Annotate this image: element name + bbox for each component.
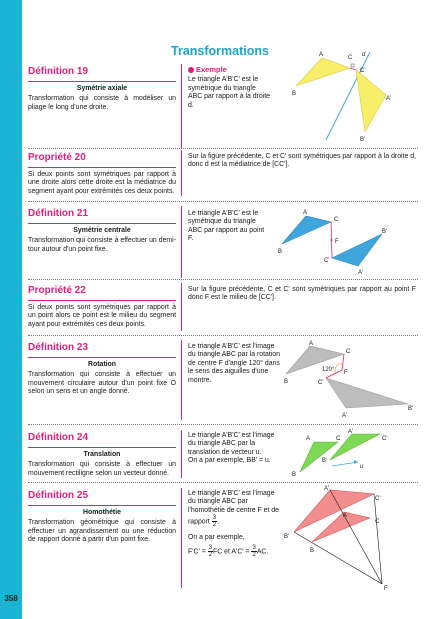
- label-d: d: [362, 52, 366, 58]
- example-21-text: Le triangle A'B'C' est le symétrique du triangle ABC par rapport au point F.: [188, 210, 265, 243]
- label-c: C: [346, 349, 351, 355]
- example-23-text: Le triangle A'B'C' est l'image du triangle ABC par la rotation de centre F d'angle 120° dans le sens des aiguilles d'une montre.: [188, 343, 280, 384]
- label-c: C: [348, 55, 353, 61]
- label-a-prime: A': [342, 413, 348, 419]
- property-22: [28, 285, 176, 329]
- example-25-sentence: Le triangle A'B'C' est l'image du triangle ABC par l'homothétie de centre F et de rapport: [188, 490, 279, 526]
- label-c-prime: C': [318, 380, 324, 386]
- label-a-prime: A': [358, 270, 364, 276]
- example-label: Exemple: [196, 65, 227, 74]
- property-20-example: Sur la figure précédente, C et C' sont symétriques par rapport à la droite d, donc d est la médiatrice de [CC'].: [188, 153, 416, 169]
- heading-rule: [28, 447, 176, 448]
- divider-line: [181, 430, 182, 478]
- fraction-numerator: 3: [252, 544, 256, 551]
- label-b-prime: B': [382, 229, 388, 235]
- divider-line: [181, 340, 182, 420]
- definition-24: [28, 432, 176, 478]
- divider-line: [181, 206, 182, 278]
- label-a: A: [343, 513, 348, 519]
- label-c-prime: C': [375, 496, 381, 502]
- divider-line: [181, 488, 182, 588]
- label-f: F: [344, 370, 348, 376]
- example-25: [188, 490, 282, 558]
- ratio-numerator: 3: [212, 515, 217, 522]
- definition-24-text: Transformation qui consiste à effectuer un mouvement rectiligne selon un vecteur donné.: [28, 461, 176, 477]
- fraction-denominator: 2: [252, 551, 256, 558]
- definition-24-heading: Définition 24: [28, 432, 89, 443]
- heading-rule: [28, 357, 176, 358]
- label-f: F: [384, 586, 388, 592]
- label-c-prime: C': [382, 436, 388, 442]
- example-19: [188, 66, 270, 110]
- property-22-example: Sur la figure précédente, C et C' sont symétriques par rapport au point F donc F est le milieu de [CC'].: [188, 286, 416, 302]
- figure-rotation: [282, 340, 422, 420]
- property-20-text: Si deux points sont symétriques par rapport à une droite alors cette droite est la médiatrice du segment ayant pour extrémités ces deux points.: [28, 171, 176, 195]
- label-a: A: [306, 436, 311, 442]
- label-c: C: [336, 436, 341, 442]
- page-title: Transformations: [171, 44, 269, 58]
- equation-right: AC.: [256, 547, 269, 555]
- definition-21-text: Transformation qui consiste à effectuer un demi-tour autour d'un point fixe.: [28, 237, 176, 253]
- label-a-prime: A': [348, 429, 354, 435]
- heading-rule: [28, 167, 176, 168]
- figure-translation: [292, 428, 422, 478]
- label-b-prime: B': [408, 406, 414, 412]
- page-number: 358: [4, 594, 18, 603]
- label-f: F: [335, 239, 339, 245]
- definition-19-text: Transformation qui consiste à modéliser un pliage le long d'une droite.: [28, 95, 176, 111]
- label-c: C: [375, 519, 380, 525]
- heading-rule: [28, 505, 176, 506]
- label-b: B: [310, 548, 315, 554]
- example-19-text: Le triangle A'B'C' est le symétrique du triangle ABC par rapport à la droite d.: [188, 76, 270, 109]
- ratio-denominator: 2: [212, 522, 217, 529]
- definition-23-heading: Définition 23: [28, 342, 89, 353]
- vector-arrowhead: [354, 460, 358, 464]
- example-25-intro: On a par exemple,: [188, 534, 245, 542]
- definition-19: [28, 66, 176, 112]
- divider-line: [181, 64, 182, 148]
- heading-rule: [28, 81, 176, 82]
- label-c-prime: C': [324, 258, 330, 264]
- section-separator: [28, 335, 418, 336]
- triangle-abc-image: [326, 378, 408, 408]
- figure-central-symmetry: [276, 206, 416, 276]
- property-22-text: Si deux points sont symétriques par rapport à un point alors ce point est le milieu du segment ayant pour extrémités ces deux points.: [28, 304, 176, 328]
- divider-line: [181, 150, 182, 196]
- label-u: u: [360, 464, 364, 470]
- point-f: [331, 239, 333, 241]
- section-separator: [28, 148, 418, 149]
- segment-cc: [350, 68, 356, 70]
- label-c: C: [334, 217, 339, 223]
- label-angle: 120°: [322, 367, 335, 373]
- example-24-equation: On a par exemple, BB' = u.: [188, 457, 271, 465]
- definition-21-heading: Définition 21: [28, 208, 89, 219]
- label-a-prime: A': [324, 486, 330, 492]
- definition-23: [28, 342, 176, 397]
- right-angle-mark: [351, 64, 354, 67]
- definition-25-heading: Définition 25: [28, 490, 89, 501]
- label-a: A: [319, 52, 324, 58]
- definition-25-text: Transformation géométrique qui consiste à effectuer un agrandissement ou une réduction de rapport donné à partir d'un point fixe.: [28, 519, 176, 544]
- bullet-icon: [188, 67, 194, 73]
- label-b-prime: B': [322, 458, 328, 464]
- label-b-prime: B': [360, 137, 366, 143]
- section-separator: [28, 482, 418, 483]
- triangle-abc-image: [332, 234, 382, 266]
- label-b: B: [292, 472, 297, 478]
- definition-21-subtitle: Symétrie centrale: [73, 227, 131, 234]
- example-25-equation: [188, 545, 282, 558]
- definition-21: [28, 208, 176, 254]
- example-heading: [188, 66, 270, 74]
- ray-fa: [330, 490, 382, 584]
- figure-homothety: [284, 484, 420, 592]
- equation-middle: FC et A'C' =: [213, 547, 250, 555]
- label-a: A: [309, 341, 314, 347]
- triangle-abc: [282, 216, 331, 244]
- heading-rule: [28, 300, 176, 301]
- section-separator: [28, 424, 418, 425]
- fraction-denominator: 2: [208, 551, 213, 558]
- definition-19-subtitle: Symétrie axiale: [76, 85, 128, 92]
- equation-left: F'C' =: [188, 547, 206, 555]
- label-b: B: [278, 249, 283, 255]
- definition-25: [28, 490, 176, 545]
- property-20-heading: Propriété 20: [28, 152, 86, 163]
- side-color-band: [0, 0, 22, 619]
- heading-rule: [28, 223, 176, 224]
- ratio-fraction: [212, 515, 217, 528]
- example-24: [188, 432, 284, 466]
- triangle-abc: [296, 58, 350, 86]
- definition-23-text: Transformation qui consiste à effectuer un mouvement circulaire autour d'un point fixe O selon un sens et un angle donné.: [28, 371, 176, 396]
- segment-cf: [342, 354, 344, 370]
- ray-fb: [294, 532, 382, 584]
- label-a: A: [303, 210, 308, 216]
- label-a-prime: A': [386, 96, 392, 102]
- label-b: B: [292, 91, 297, 97]
- example-25-text: Le triangle A'B'C' est l'image du triangle ABC par l'homothétie de centre F et de rapport $\frac{3}{2}$ .: [188, 490, 279, 529]
- definition-23-subtitle: Rotation: [88, 361, 116, 368]
- label-c-prime: C': [360, 68, 366, 74]
- example-24-text: Le triangle A'B'C' est l'image du triangle ABC par la translation de vecteur u.: [188, 432, 275, 456]
- figure-axial-symmetry: [290, 50, 420, 146]
- section-separator: [28, 201, 418, 202]
- property-22-heading: Propriété 22: [28, 285, 86, 296]
- property-20: [28, 152, 176, 196]
- label-b: B: [284, 379, 289, 385]
- triangle-abc-image: [356, 70, 386, 132]
- ray-fc: [374, 494, 382, 584]
- divider-line: [181, 283, 182, 331]
- section-separator: [28, 279, 418, 280]
- label-b-prime: B': [284, 534, 290, 540]
- definition-25-subtitle: Homothétie: [83, 509, 121, 516]
- definition-19-heading: Définition 19: [28, 66, 89, 77]
- definition-24-subtitle: Translation: [83, 451, 121, 458]
- fraction-numerator: 3: [208, 544, 213, 551]
